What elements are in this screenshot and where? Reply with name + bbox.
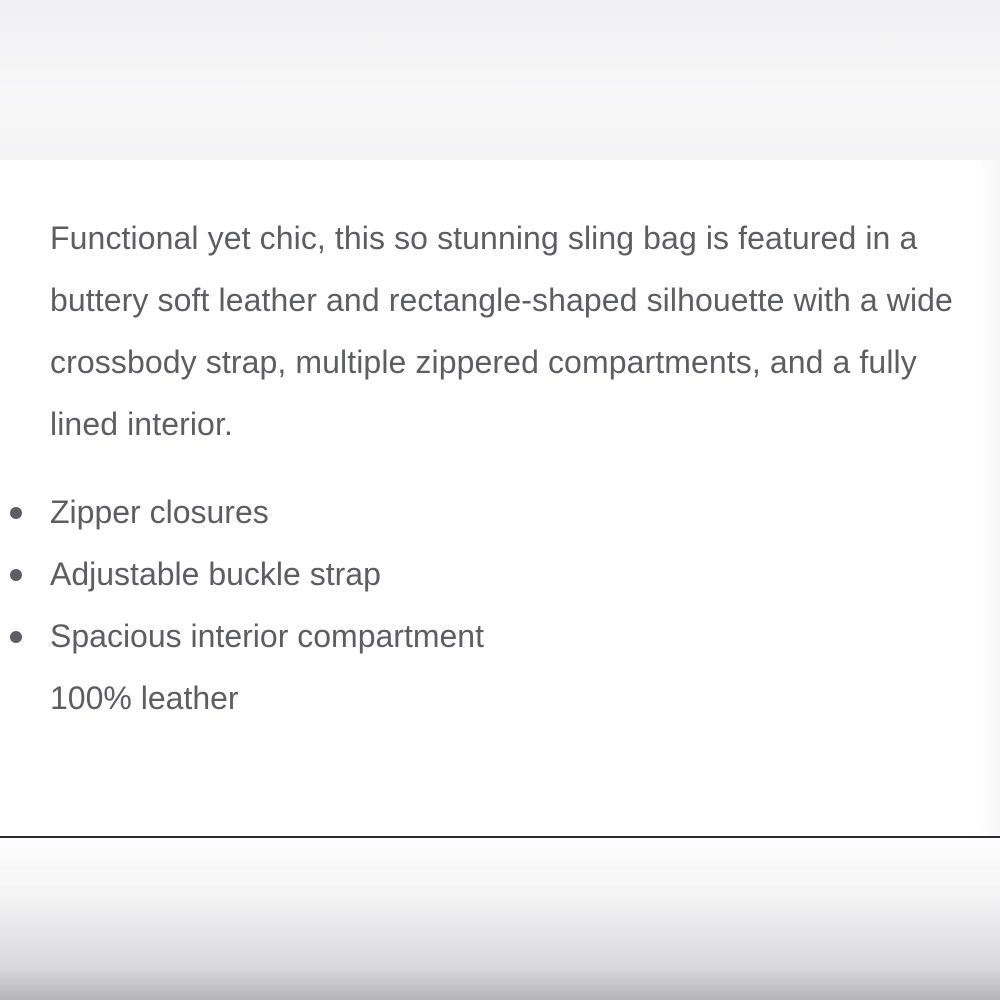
list-item — [0, 605, 1000, 667]
feature-text: Zipper closures — [50, 494, 269, 530]
bullet-icon — [10, 569, 22, 581]
feature-list — [0, 481, 1000, 667]
list-item — [0, 543, 1000, 605]
material-info: 100% leather — [50, 680, 239, 716]
bullet-icon — [10, 631, 22, 643]
feature-text: Spacious interior compartment — [50, 618, 484, 654]
feature-text: Adjustable buckle strap — [50, 556, 381, 592]
list-item — [0, 481, 1000, 543]
top-backdrop — [0, 0, 1000, 160]
product-description: Functional yet chic, this so stunning sling bag is featured in a buttery soft leather and rectangle-shaped silhouette with a wide crossbody strap, multiple zippered compartments, and a fully lined interior. — [50, 220, 953, 442]
bottom-backdrop — [0, 838, 1000, 1000]
bullet-icon — [10, 507, 22, 519]
